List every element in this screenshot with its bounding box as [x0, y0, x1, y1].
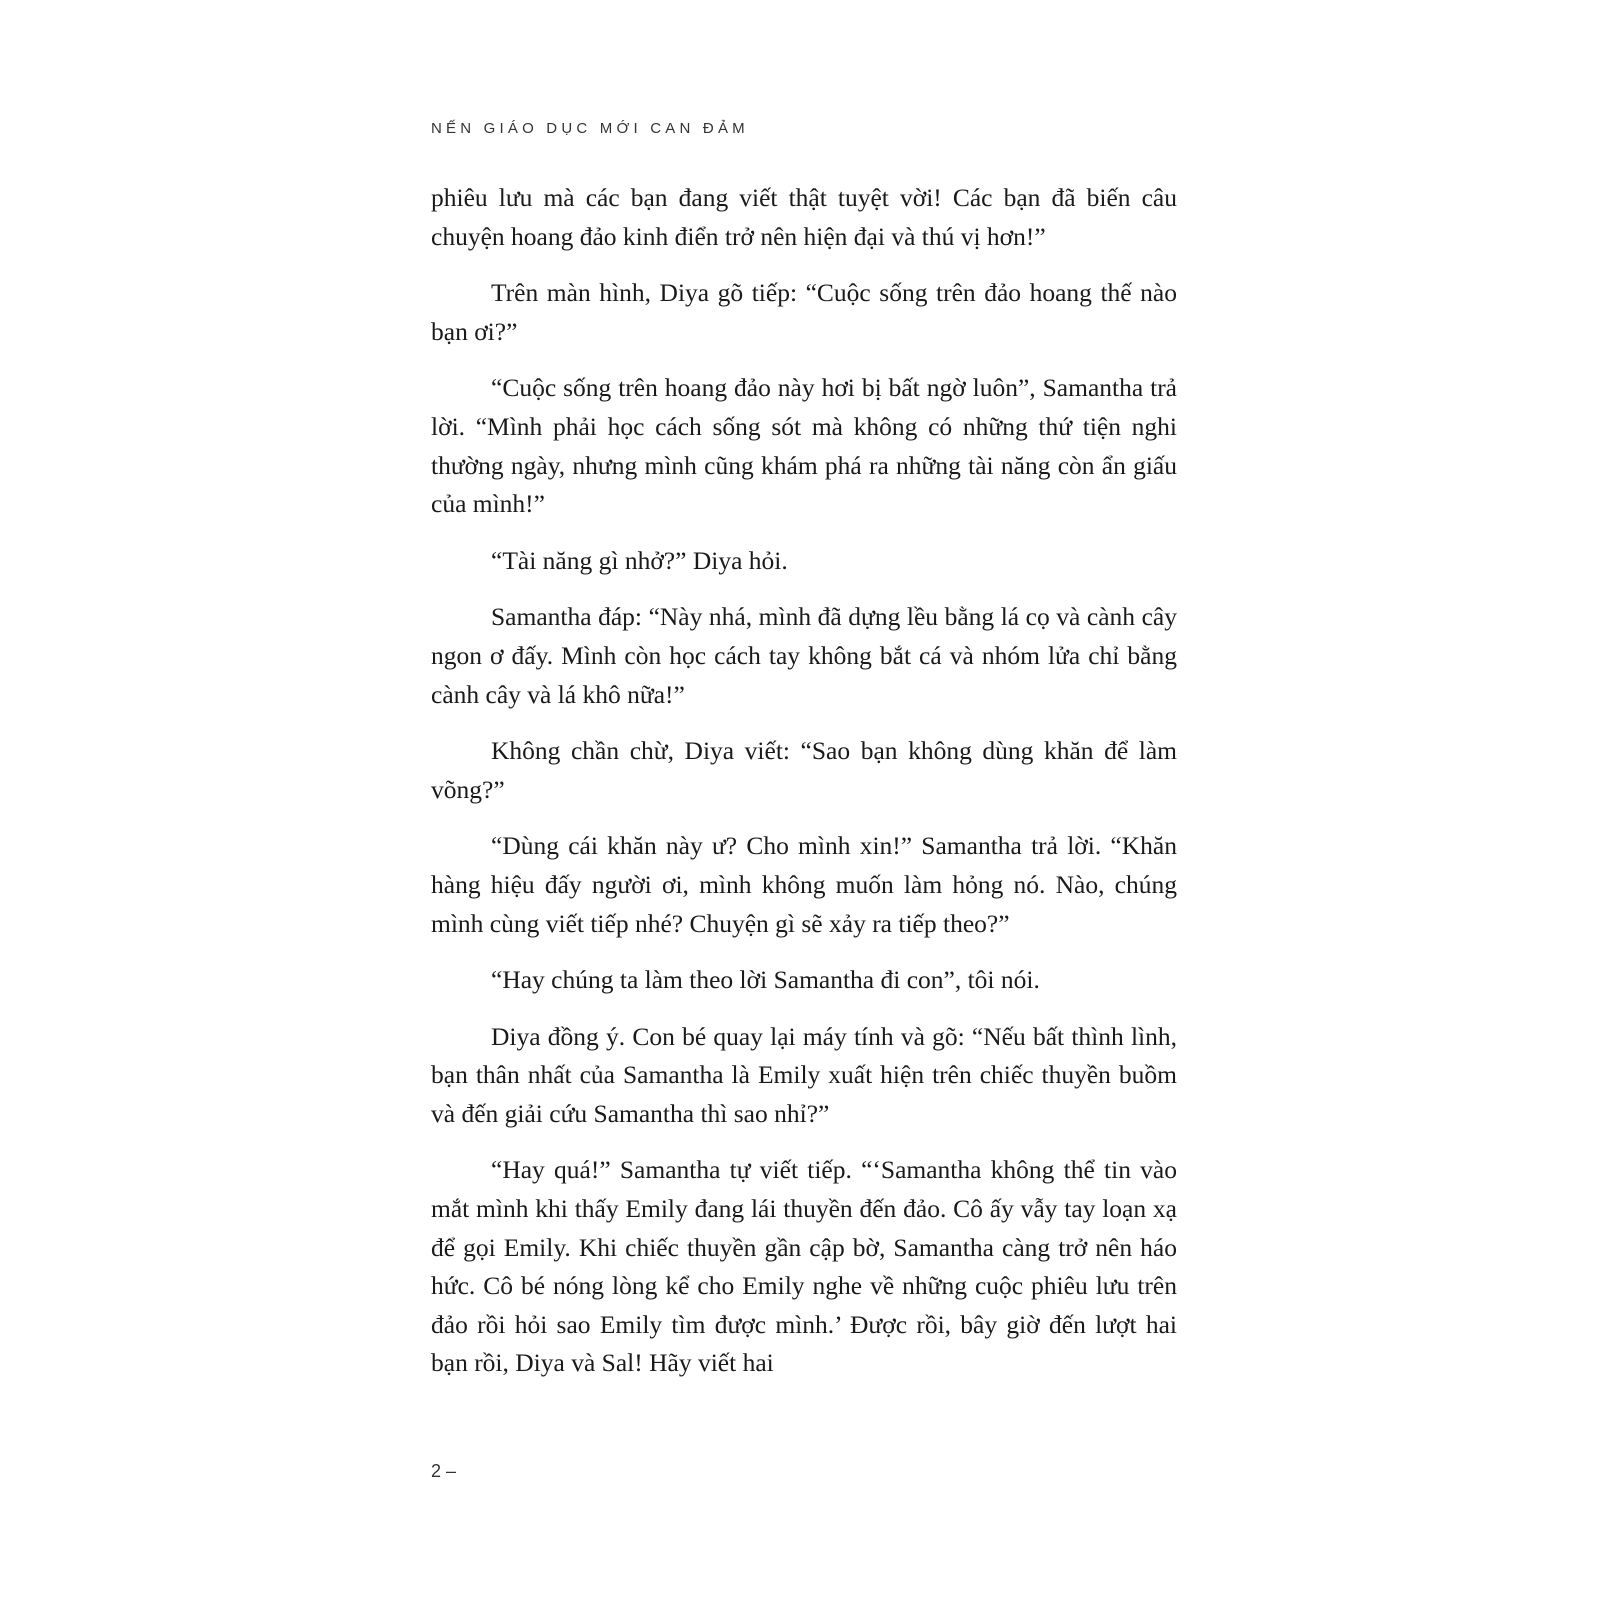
paragraph: “Tài năng gì nhở?” Diya hỏi.	[491, 545, 788, 575]
page-number: 2 –	[431, 1461, 457, 1481]
paragraph: “Hay chúng ta làm theo lời Samantha đi con”, tôi nói.	[491, 965, 1040, 995]
paragraph: “Hay quá!” Samantha tự viết tiếp. “‘Samantha không thể tin vào mắt mình khi thấy Emily đang lái thuyền đến đảo. Cô ấy vẫy tay loạn xạ để gọi Emily. Khi chiếc thuyền gần cập bờ, Samantha càng trở nên háo hức. Cô bé nóng lòng kể cho Emily nghe về những cuộc phiêu lưu trên đảo rồi hỏi sao Emily tìm được mình.’ Được rồi, bây giờ đến lượt hai bạn rồi, Diya và Sal! Hãy viết hai	[431, 1155, 1177, 1378]
paragraph: Trên màn hình, Diya gõ tiếp: “Cuộc sống trên đảo hoang thế nào bạn ơi?”	[431, 278, 1177, 346]
running-header: NẾN GIÁO DỤC MỚI CAN ĐẢM	[431, 120, 749, 137]
paragraph: Không chần chừ, Diya viết: “Sao bạn không dùng khăn để làm võng?”	[431, 736, 1177, 804]
body-text	[431, 179, 1177, 1401]
paragraph: “Cuộc sống trên hoang đảo này hơi bị bất ngờ luôn”, Samantha trả lời. “Mình phải học cách sống sót mà không có những thứ tiện nghi thường ngày, nhưng mình cũng khám phá ra những tài năng còn ẩn giấu của mình!”	[431, 373, 1177, 519]
paragraph-continuation: phiêu lưu mà các bạn đang viết thật tuyệt vời! Các bạn đã biến câu chuyện hoang đảo kinh điển trở nên hiện đại và thú vị hơn!”	[431, 183, 1177, 251]
paragraph: Samantha đáp: “Này nhá, mình đã dựng lều bằng lá cọ và cành cây ngon ơ đấy. Mình còn học cách tay không bắt cá và nhóm lửa chỉ bằng cành cây và lá khô nữa!”	[431, 602, 1177, 709]
paragraph: Diya đồng ý. Con bé quay lại máy tính và gõ: “Nếu bất thình lình, bạn thân nhất của Samantha là Emily xuất hiện trên chiếc thuyền buồm và đến giải cứu Samantha thì sao nhỉ?”	[431, 1021, 1177, 1128]
paragraph: “Dùng cái khăn này ư? Cho mình xin!” Samantha trả lời. “Khăn hàng hiệu đấy người ơi, mình không muốn làm hỏng nó. Nào, chúng mình cùng viết tiếp nhé? Chuyện gì sẽ xảy ra tiếp theo?”	[431, 831, 1177, 938]
